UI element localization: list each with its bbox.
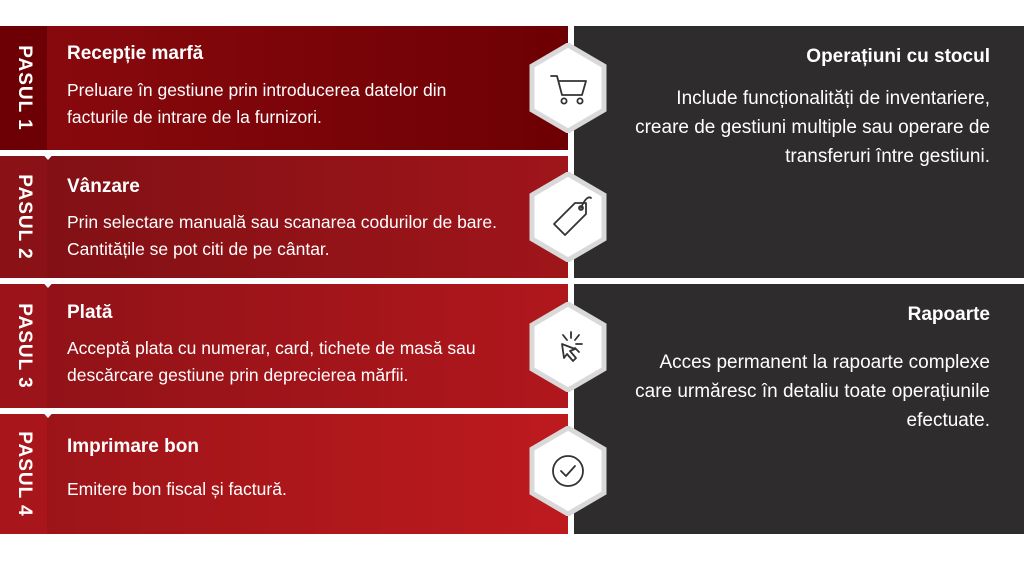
step-1-tab — [0, 26, 47, 150]
step-4-arrow-icon — [39, 534, 57, 544]
step-3-arrow-icon — [39, 408, 57, 418]
panel-reports — [574, 284, 1024, 534]
price-tag-icon — [529, 172, 607, 262]
click-cursor-icon — [529, 302, 607, 392]
step-3-tab-label: PASUL 3 — [13, 303, 35, 389]
step-4-tab-label: PASUL 4 — [13, 431, 35, 517]
step-2 — [0, 156, 568, 278]
step-2-tab-label: PASUL 2 — [13, 174, 35, 260]
step-2-title: Vânzare — [67, 176, 140, 197]
step-3-title: Plată — [67, 302, 113, 323]
panel-reports-description: Acces permanent la rapoarte complexe care urmăresc în detaliu toate operațiunile efectuate. — [635, 352, 990, 431]
panel-stock-operations-description: Include funcționalități de inventariere, creare de gestiuni multiple sau operare de transferuri între gestiuni. — [635, 88, 990, 167]
step-2-tab — [0, 156, 47, 278]
step-1 — [0, 26, 568, 150]
shopping-cart-icon — [529, 43, 607, 133]
step-2-arrow-icon — [39, 278, 57, 288]
step-4 — [0, 414, 568, 534]
panel-stock-operations-title: Operațiuni cu stocul — [806, 46, 990, 67]
step-1-title: Recepție marfă — [67, 43, 204, 64]
step-3-tab — [0, 284, 47, 408]
check-circle-icon — [529, 426, 607, 516]
step-2-description: Prin selectare manuală sau scanarea codurilor de bare. Cantitățile se pot citi de pe cântar. — [67, 212, 497, 259]
step-4-tab — [0, 414, 47, 534]
step-1-description: Preluare în gestiune prin introducerea datelor din facturile de intrare de la furnizori. — [67, 80, 447, 127]
step-1-arrow-icon — [39, 150, 57, 160]
step-4-title: Imprimare bon — [67, 436, 199, 457]
step-3-description: Acceptă plata cu numerar, card, tichete de masă sau descărcare gestiune prin deprecierea mărfii. — [67, 338, 476, 385]
step-1-tab-label: PASUL 1 — [13, 45, 35, 131]
panel-reports-title: Rapoarte — [907, 304, 990, 325]
step-4-description: Emitere bon fiscal și factură. — [67, 479, 287, 499]
panel-stock-operations — [574, 26, 1024, 278]
step-3 — [0, 284, 568, 408]
